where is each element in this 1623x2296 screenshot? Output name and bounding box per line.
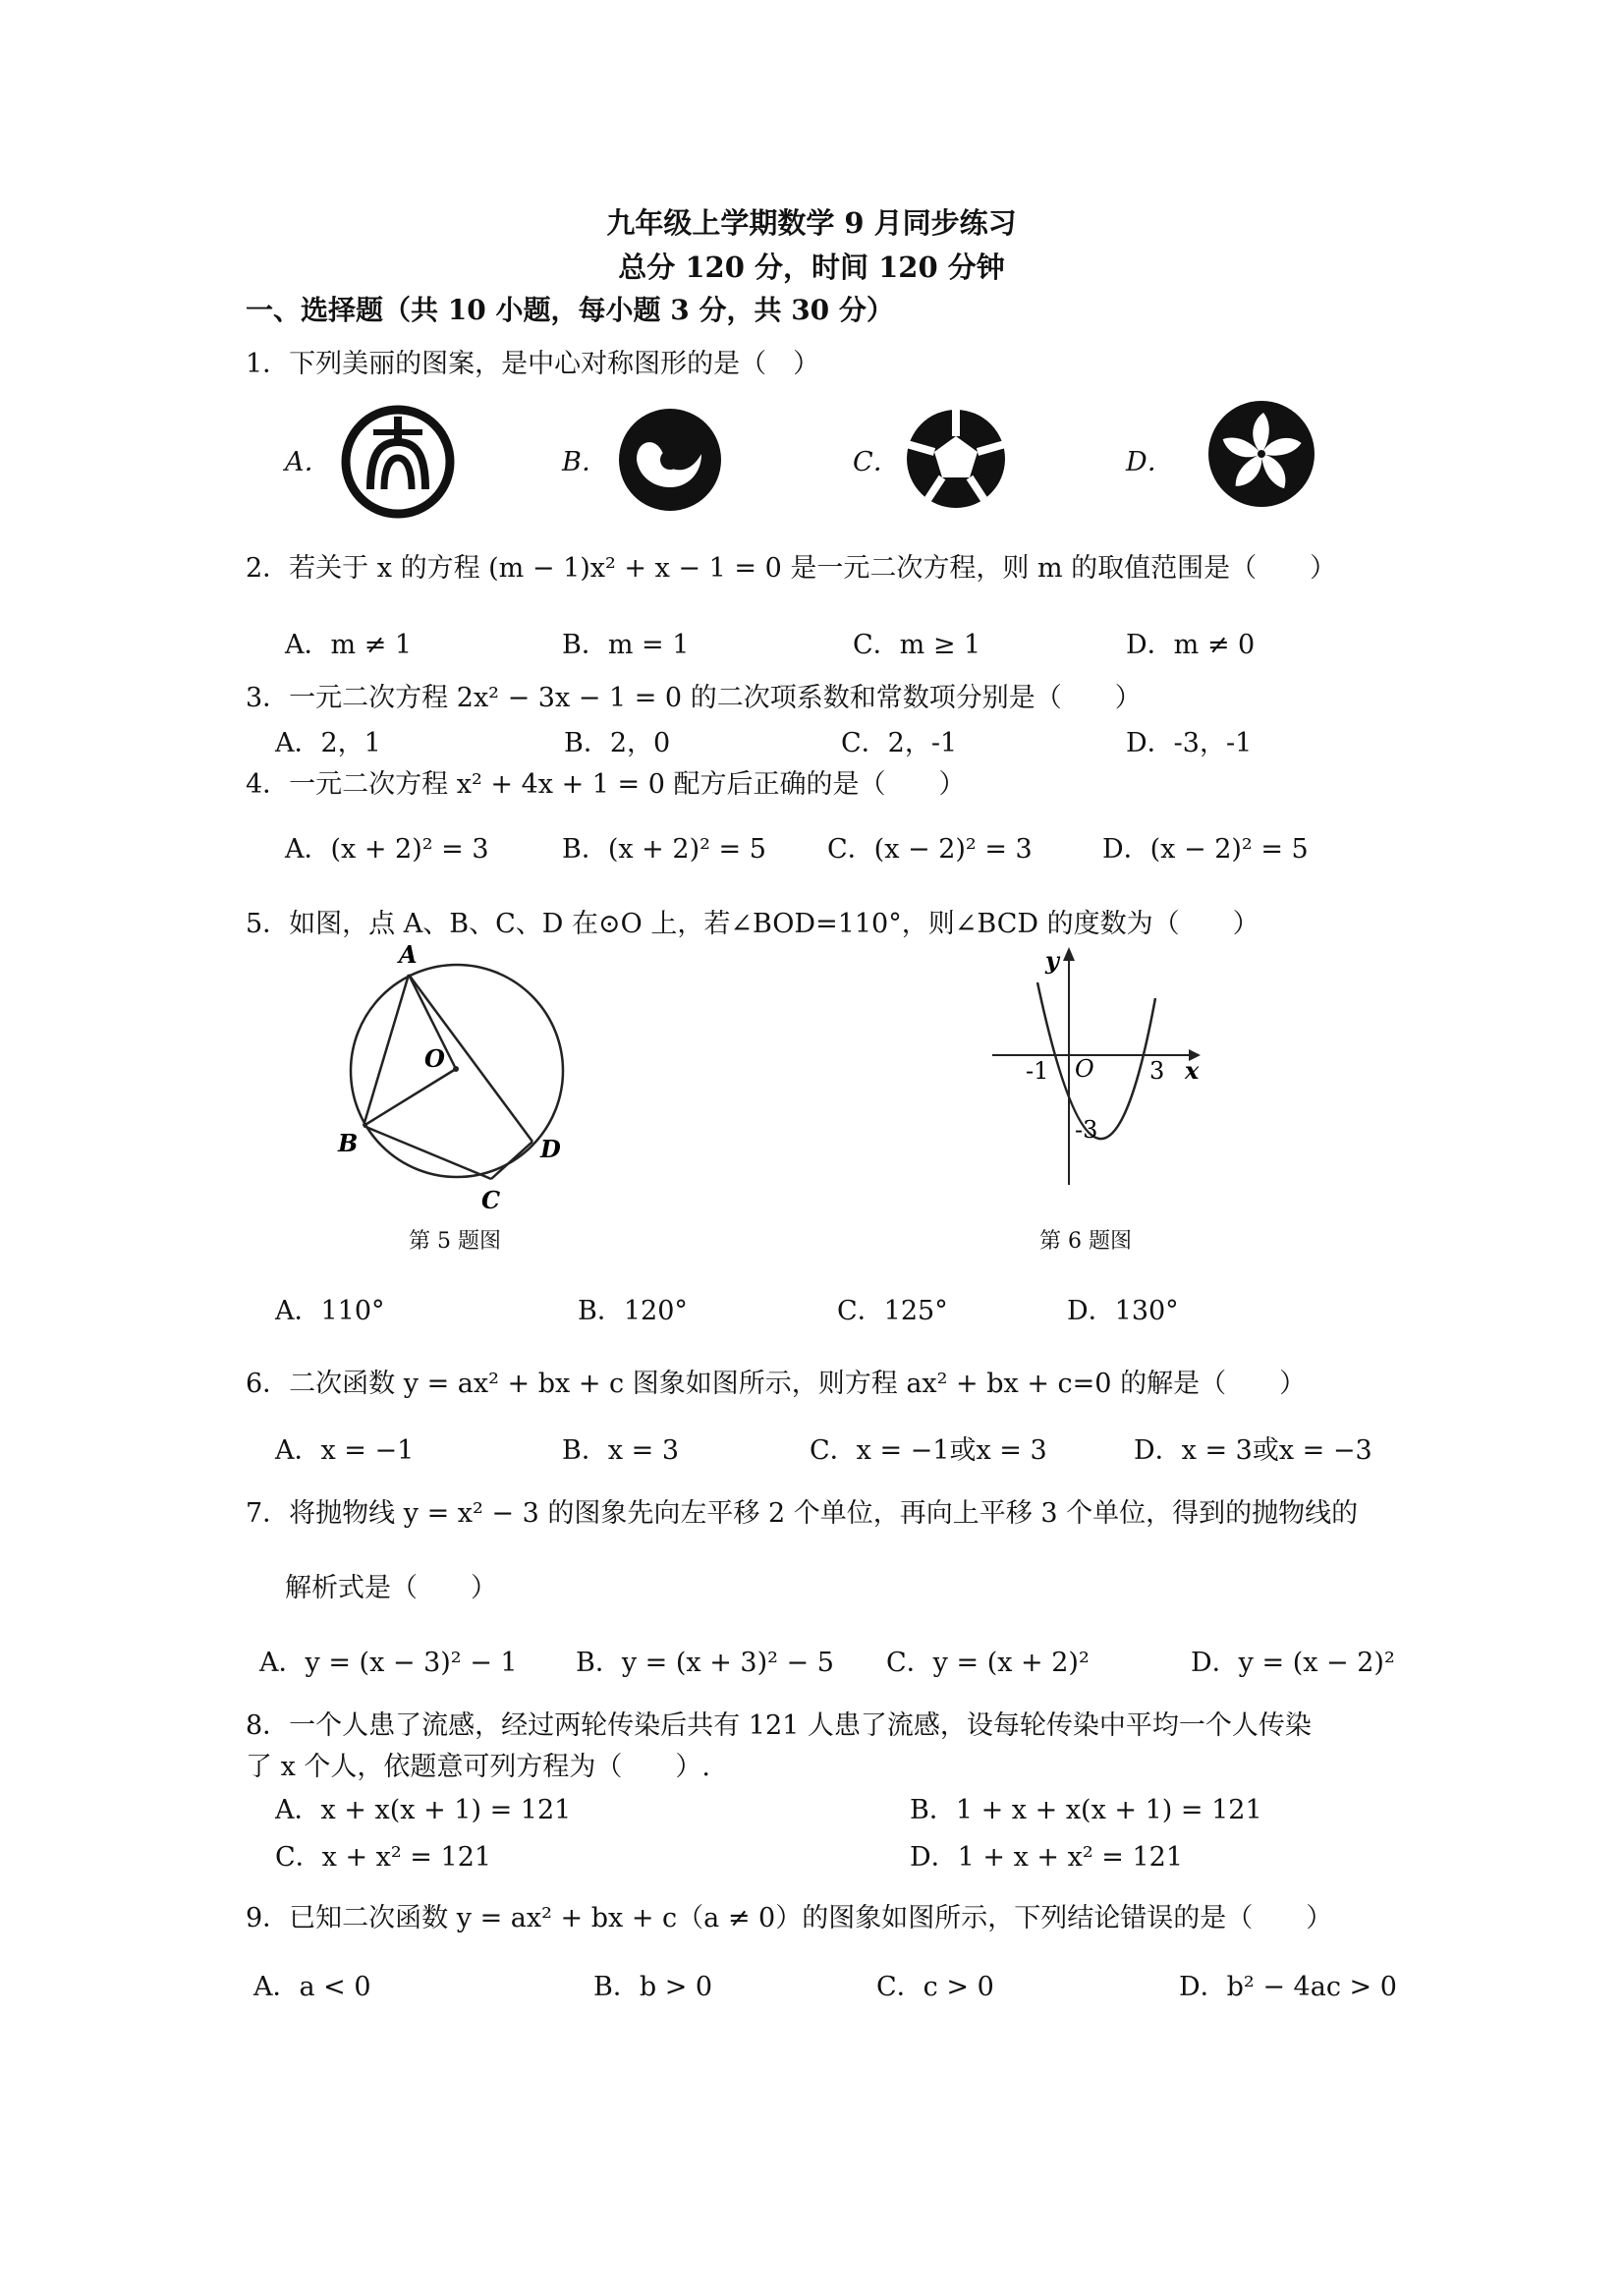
q8-option-d: D．1 + x + x² = 121 bbox=[910, 1842, 1184, 1873]
q2-option-a: A．m ≠ 1 bbox=[285, 630, 413, 660]
question-8-stem-cont: 了 x 个人，依题意可列方程为（ ）. bbox=[246, 1752, 710, 1782]
question-9-stem: 9．已知二次函数 y = ax² + bx + c（a ≠ 0）的图象如图所示，下列结论错误的是（ ） bbox=[246, 1903, 1333, 1933]
q2-option-b: B．m = 1 bbox=[562, 630, 690, 660]
q7-option-d: D．y = (x − 2)² bbox=[1191, 1648, 1395, 1678]
question-3-stem: 3．一元二次方程 2x² − 3x − 1 = 0 的二次项系数和常数项分别是（ ） bbox=[246, 683, 1142, 713]
q5-option-c: C．125° bbox=[837, 1296, 948, 1326]
figure-6-parabola bbox=[992, 941, 1218, 1197]
question-8-stem: 8．一个人患了流感，经过两轮传染后共有 121 人患了流感，设每轮传染中平均一个人传染 bbox=[246, 1710, 1312, 1741]
question-2-stem: 2．若关于 x 的方程 (m − 1)x² + x − 1 = 0 是一元二次方程，则 m 的取值范围是（ ） bbox=[246, 553, 1337, 584]
fig6-label-3: 3 bbox=[1149, 1057, 1165, 1085]
q6-option-b: B．x = 3 bbox=[562, 1435, 680, 1466]
question-5-stem: 5．如图，点 A、B、C、D 在⊙O 上，若∠BOD=110°，则∠BCD 的度数为（ ） bbox=[246, 909, 1259, 939]
pentagon-c-icon bbox=[904, 407, 1008, 511]
fig5-label-o: O bbox=[424, 1044, 445, 1073]
question-1-stem: 1．下列美丽的图案，是中心对称图形的是（ ） bbox=[246, 349, 820, 379]
q7-option-b: B．y = (x + 3)² − 5 bbox=[576, 1648, 834, 1678]
section-heading: 一、选择题（共 10 小题，每小题 3 分，共 30 分） bbox=[246, 294, 894, 326]
q4-option-d: D．(x − 2)² = 5 bbox=[1102, 834, 1309, 865]
swirl-b-icon bbox=[617, 407, 723, 513]
q7-option-a: A．y = (x − 3)² − 1 bbox=[259, 1648, 518, 1678]
q5-option-a: A．110° bbox=[275, 1296, 385, 1326]
figure-6-caption: 第 6 题图 bbox=[1039, 1229, 1132, 1254]
q9-option-d: D．b² − 4ac > 0 bbox=[1179, 1972, 1397, 2002]
question-6-stem: 6．二次函数 y = ax² + bx + c 图象如图所示，则方程 ax² + bx + c=0 的解是（ ） bbox=[246, 1369, 1307, 1399]
page-title: 九年级上学期数学 9 月同步练习 bbox=[606, 206, 1017, 240]
q3-option-c: C．2，-1 bbox=[841, 728, 958, 758]
figure-5-circle bbox=[334, 933, 589, 1214]
q2-option-d: D．m ≠ 0 bbox=[1126, 630, 1256, 660]
q2-option-c: C．m ≥ 1 bbox=[853, 630, 981, 660]
q8-option-c: C．x + x² = 121 bbox=[275, 1842, 492, 1873]
q8-option-b: B．1 + x + x(x + 1) = 121 bbox=[910, 1795, 1262, 1825]
fig6-label-neg3: -3 bbox=[1075, 1116, 1098, 1144]
q6-option-c: C．x = −1或x = 3 bbox=[810, 1435, 1047, 1466]
q3-option-d: D．-3，-1 bbox=[1126, 728, 1253, 758]
fig6-label-neg1: -1 bbox=[1026, 1057, 1049, 1085]
q9-option-b: B．b > 0 bbox=[593, 1972, 713, 2002]
q5-option-b: B．120° bbox=[578, 1296, 688, 1326]
emblem-a-icon bbox=[339, 403, 457, 521]
fig5-label-a: A bbox=[399, 940, 418, 969]
q1-option-d: D． bbox=[1126, 447, 1174, 477]
q4-option-c: C．(x − 2)² = 3 bbox=[827, 834, 1033, 865]
q8-option-a: A．x + x(x + 1) = 121 bbox=[275, 1795, 572, 1825]
q6-option-a: A．x = −1 bbox=[275, 1435, 415, 1466]
question-7-stem: 7．将抛物线 y = x² − 3 的图象先向左平移 2 个单位，再向上平移 3 个单位，得到的抛物线的 bbox=[246, 1498, 1359, 1529]
fig5-label-d: D bbox=[540, 1135, 561, 1163]
fig6-label-y: y bbox=[1045, 946, 1059, 975]
bauhinia-d-icon bbox=[1206, 399, 1316, 509]
q9-option-a: A．a < 0 bbox=[253, 1972, 371, 2002]
q9-option-c: C．c > 0 bbox=[876, 1972, 994, 2002]
fig6-label-origin: O bbox=[1075, 1055, 1094, 1083]
figure-5-caption: 第 5 题图 bbox=[409, 1229, 501, 1254]
fig5-label-b: B bbox=[338, 1129, 359, 1157]
q1-option-b: B． bbox=[562, 447, 608, 477]
page-subtitle: 总分 120 分，时间 120 分钟 bbox=[618, 251, 1005, 284]
q6-option-d: D．x = 3或x = −3 bbox=[1134, 1435, 1372, 1466]
question-4-stem: 4．一元二次方程 x² + 4x + 1 = 0 配方后正确的是（ ） bbox=[246, 769, 966, 800]
q4-option-a: A．(x + 2)² = 3 bbox=[285, 834, 489, 865]
fig5-label-c: C bbox=[481, 1186, 501, 1214]
q3-option-a: A．2，1 bbox=[275, 728, 381, 758]
q4-option-b: B．(x + 2)² = 5 bbox=[562, 834, 766, 865]
question-7-stem-cont: 解析式是（ ） bbox=[285, 1573, 497, 1603]
q5-option-d: D．130° bbox=[1067, 1296, 1179, 1326]
fig6-label-x: x bbox=[1185, 1056, 1200, 1085]
q1-option-c: C． bbox=[853, 447, 900, 477]
q3-option-b: B．2，0 bbox=[564, 728, 671, 758]
q1-option-a: A． bbox=[285, 447, 331, 477]
q7-option-c: C．y = (x + 2)² bbox=[886, 1648, 1090, 1678]
